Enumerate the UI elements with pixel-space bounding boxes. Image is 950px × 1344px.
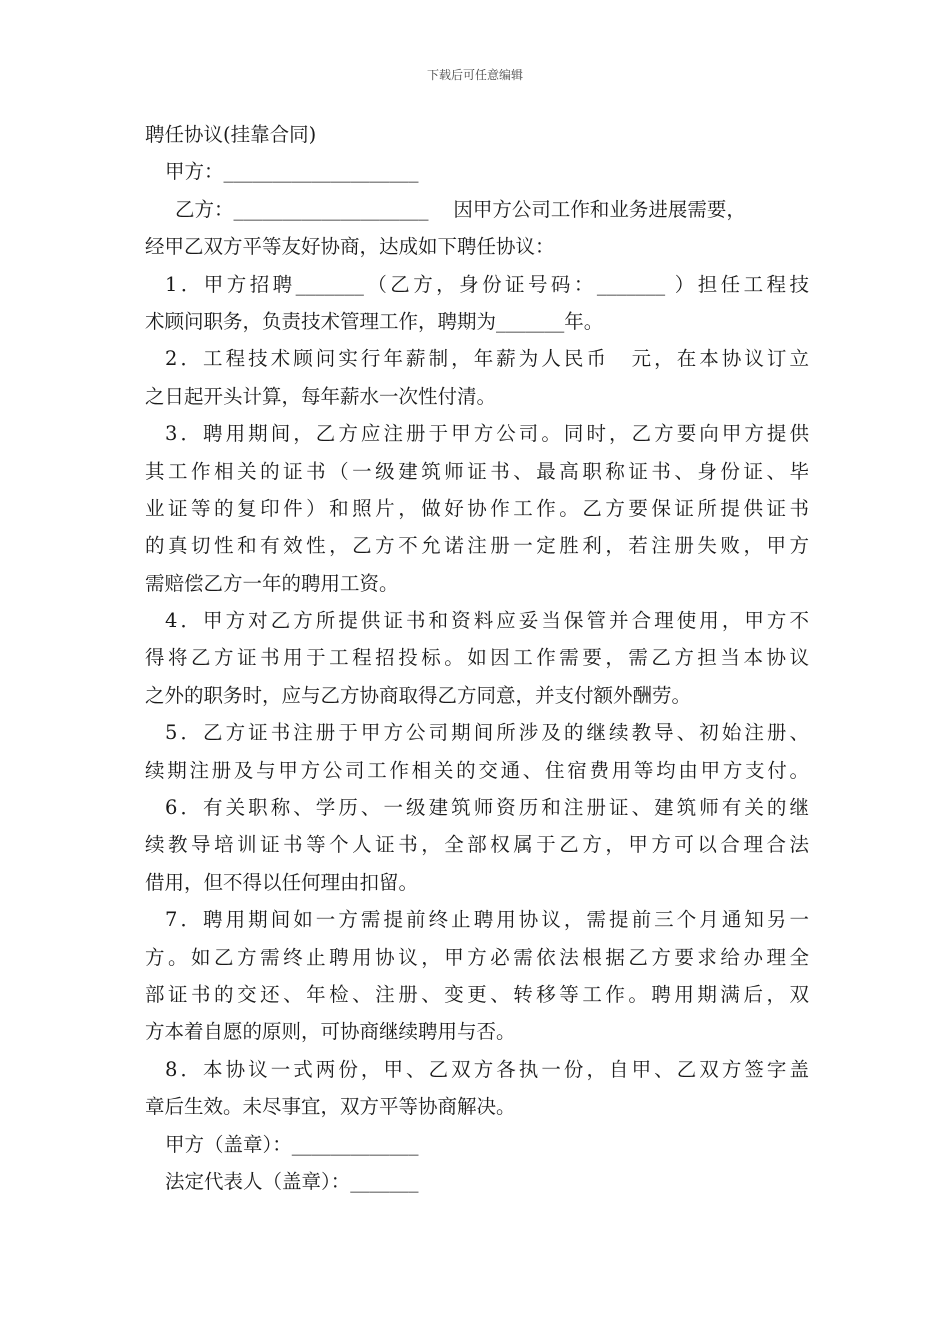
clause-7-line-2: 方。如乙方需终止聘用协议，甲方必需依法根据乙方要求给办理全 — [145, 945, 809, 969]
clause-1-line-2: 术顾问职务，负责技术管理工作，聘期为_______年。 — [145, 309, 604, 333]
clause-2-line-1: 2．工程技术顾问实行年薪制，年薪为人民币 元，在本协议订立 — [165, 347, 809, 371]
clause-3-line-4: 的真切性和有效性，乙方不允诺注册一定胜利，若注册失败，甲方 — [145, 534, 809, 558]
clause-2-line-2: 之日起开头计算，每年薪水一次性付清。 — [145, 384, 497, 408]
intro-line: 经甲乙双方平等友好协商，达成如下聘任协议： — [145, 235, 555, 259]
clause-7-line-3: 部证书的交还、年检、注册、变更、转移等工作。聘用期满后，双 — [145, 982, 809, 1006]
document-body — [145, 116, 809, 1200]
clause-7-line-1: 7．聘用期间如一方需提前终止聘用协议，需提前三个月通知另一 — [165, 908, 809, 932]
clause-6-line-2: 续教导培训证书等个人证书，全部权属于乙方，甲方可以合理合法 — [145, 833, 809, 857]
party-b-label: 乙方：____________________ — [175, 197, 429, 221]
signature-party-a: 甲方（盖章）：_____________ — [165, 1132, 419, 1156]
clause-4-line-2: 得将乙方证书用于工程招投标。如因工作需要，需乙方担当本协议 — [145, 646, 809, 670]
header-note: 下载后可任意编辑 — [426, 68, 523, 82]
clause-4-line-1: 4．甲方对乙方所提供证书和资料应妥当保管并合理使用，甲方不 — [165, 609, 809, 633]
signature-legal-rep: 法定代表人（盖章）：_______ — [165, 1169, 419, 1193]
clause-5-line-1: 5．乙方证书注册于甲方公司期间所涉及的继续教导、初始注册、 — [165, 721, 809, 745]
clause-8-line-1: 8．本协议一式两份，甲、乙双方各执一份，自甲、乙双方签字盖 — [165, 1057, 809, 1081]
clause-3-line-5: 需赔偿乙方一年的聘用工资。 — [145, 571, 399, 595]
clause-6-line-1: 6．有关职称、学历、一级建筑师资历和注册证、建筑师有关的继 — [165, 796, 809, 820]
clause-8-line-2: 章后生效。未尽事宜，双方平等协商解决。 — [145, 1095, 516, 1119]
clause-3-line-2: 其工作相关的证书（一级建筑师证书、最高职称证书、身份证、毕 — [145, 459, 809, 483]
document-title: 聘任协议(挂靠合同) — [145, 123, 317, 146]
party-b-line — [145, 191, 809, 228]
clause-4-line-3: 之外的职务时，应与乙方协商取得乙方同意，并支付额外酬劳。 — [145, 683, 692, 707]
clause-1-line-1: 1．甲方招聘_______（乙方，身份证号码：_______ ）担任工程技 — [165, 272, 809, 296]
clause-3-line-3: 业证等的复印件）和照片，做好协作工作。乙方要保证所提供证书 — [145, 496, 809, 520]
clause-3-line-1: 3．聘用期间，乙方应注册于甲方公司。同时，乙方要向甲方提供 — [165, 422, 809, 446]
clause-5-line-2: 续期注册及与甲方公司工作相关的交通、住宿费用等均由甲方支付。 — [145, 758, 809, 782]
clause-6-line-3: 借用，但不得以任何理由扣留。 — [145, 870, 419, 894]
intro-tail: 因甲方公司工作和业务进展需要， — [453, 197, 746, 221]
party-a-line: 甲方：____________________ — [165, 160, 419, 184]
clause-7-line-4: 方本着自愿的原则，可协商继续聘用与否。 — [145, 1020, 516, 1044]
